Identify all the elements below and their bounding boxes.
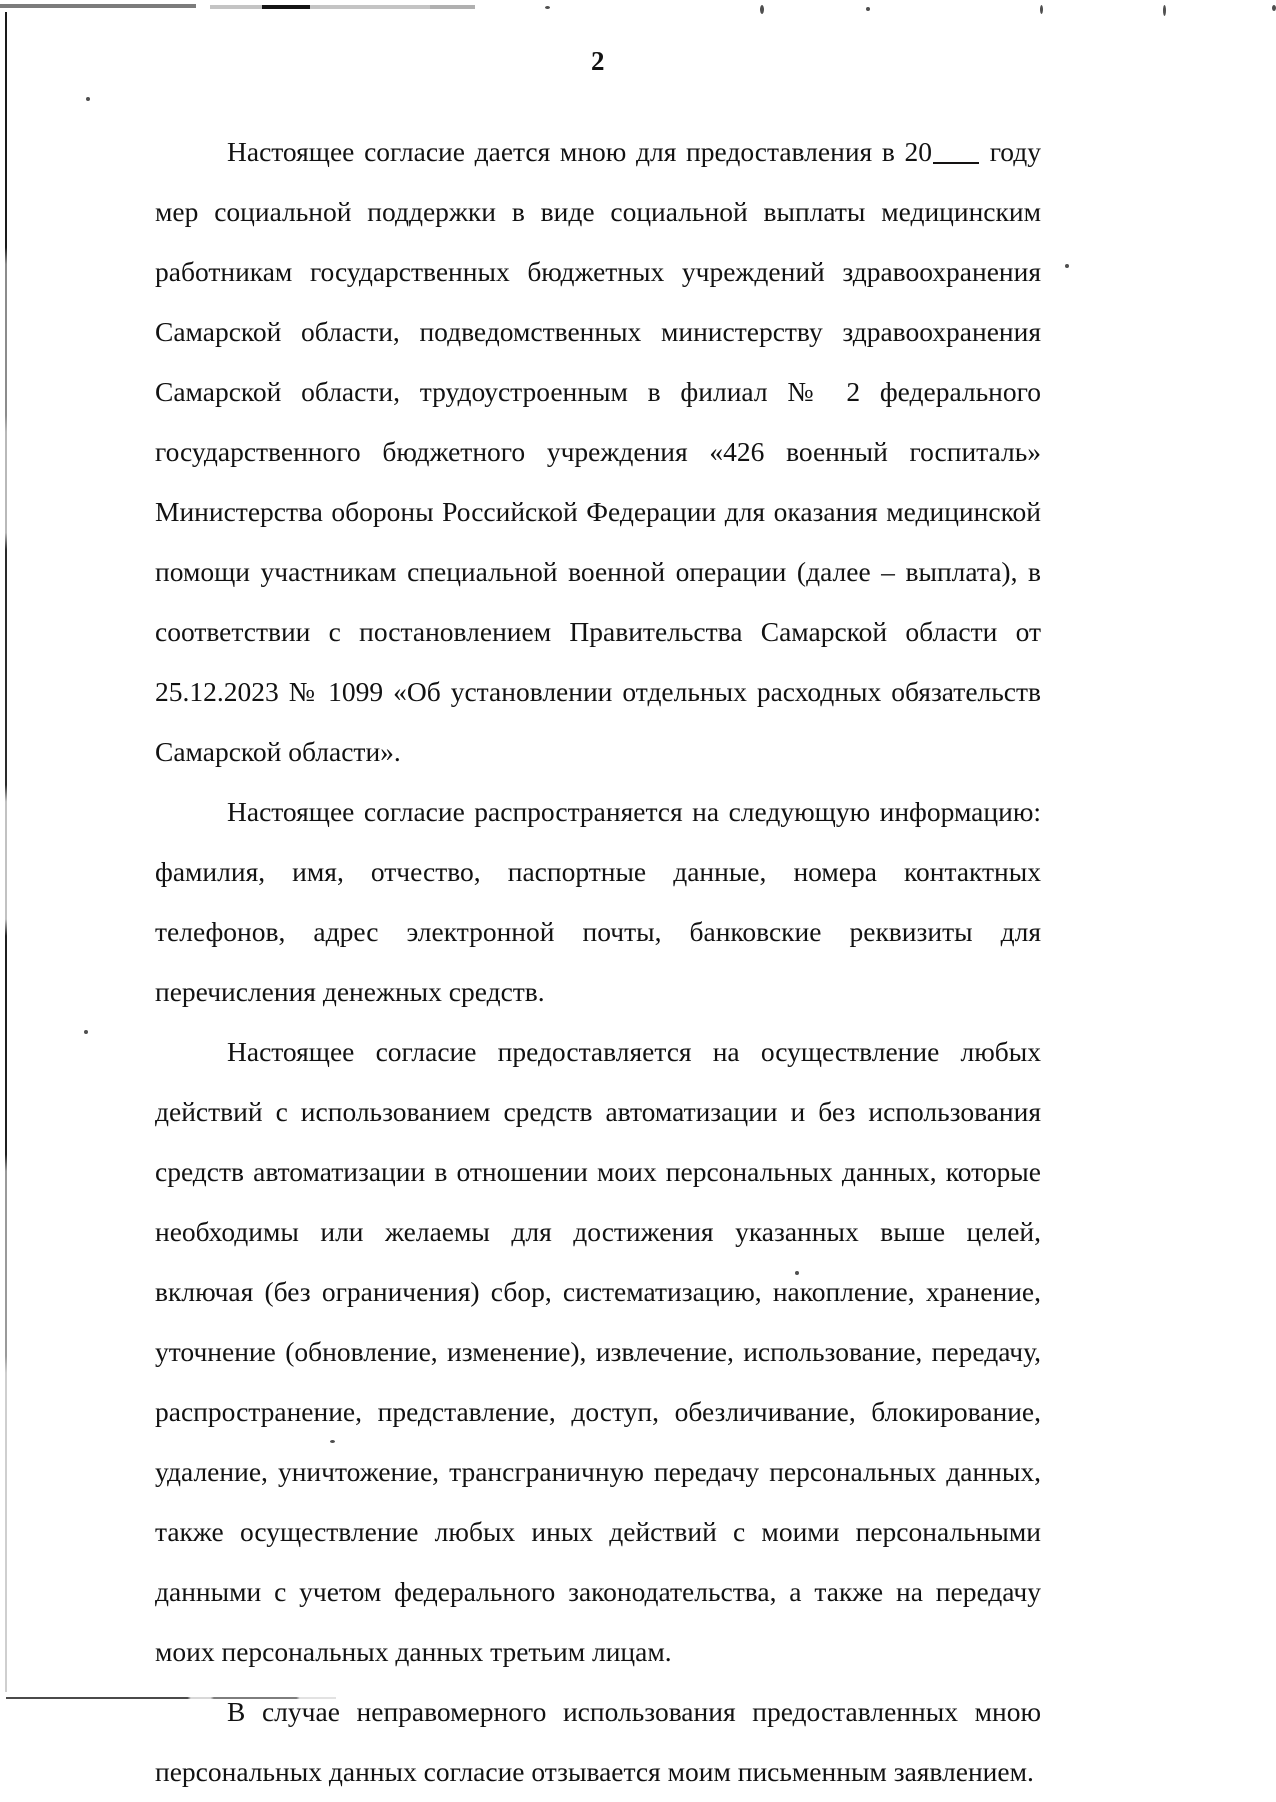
scan-artifact-speck [86,97,90,101]
scan-artifact-speck [1272,5,1276,11]
paragraph-2: Настоящее согласие распространяется на следующую информацию: фамилия, имя, отчество, паспортные данные, номера контактных телефонов, адрес электронной почты, банковские реквизиты для перечисления денежных средств. [155,796,1041,1007]
paragraph-1-text-after-blank: году мер социальной поддержки в виде социальной выплаты медицинским работникам государственных бюджетных учреждений здравоохранения Самарской области, подведомственных министерству здравоохранения Самарской области, трудоустроенным в филиал № 2 федерального государственного бюджетного учреждения «426 военный госпиталь» Министерства обороны Российской Федерации для оказания медицинской помощи участникам специальной военной операции (далее – выплата), в соответствии с постановлением Правительства Самарской области от 25.12.2023 № 1099 «Об установлении отдельных расходных обязательств Самарской области». [155,136,1042,767]
scan-artifact-speck [545,6,550,9]
paragraph-4: В случае неправомерного использования предоставленных мною персональных данных согласие отзывается моим письменным заявлением. [155,1696,1041,1787]
scan-artifact-speck [1065,264,1069,268]
document-text-column [155,44,1041,1802]
paragraph-1-text-before-blank: Настоящее согласие дается мною для предоставления в 20 [227,136,933,167]
scan-artifact-speck [866,7,870,11]
year-blank-underline[interactable] [933,162,979,164]
page-number: 2 [591,46,605,76]
paragraph-1 [155,122,1041,782]
scan-artifact-speck [1040,5,1043,14]
scan-artifact-speck [760,5,764,14]
scan-artifact-speck [84,1030,88,1034]
paragraph-3: Настоящее согласие предоставляется на осуществление любых действий с использованием средств автоматизации и без использования средств автоматизации в отношении моих персональных данных, которые необходимы или желаемы для достижения указанных выше целей, включая (без ограничения) сбор, систематизацию, накопление, хранение, уточнение (обновление, изменение), извлечение, использование, передачу, распространение, представление, доступ, обезличивание, блокирование, удаление, уничтожение, трансграничную передачу персональных данных, также осуществление любых иных действий с моими персональными данными с учетом федерального законодательства, а также на передачу моих персональных данных третьим лицам. [155,1036,1041,1667]
scan-artifact-top-streak-1 [210,5,465,9]
scan-artifact-left-edge [5,12,7,1692]
scan-artifact-top-streak-2 [262,5,310,9]
scan-artifact-speck [1163,5,1166,16]
scan-artifact-top-bar [0,4,196,8]
scan-artifact-top-streak-3 [430,5,475,9]
